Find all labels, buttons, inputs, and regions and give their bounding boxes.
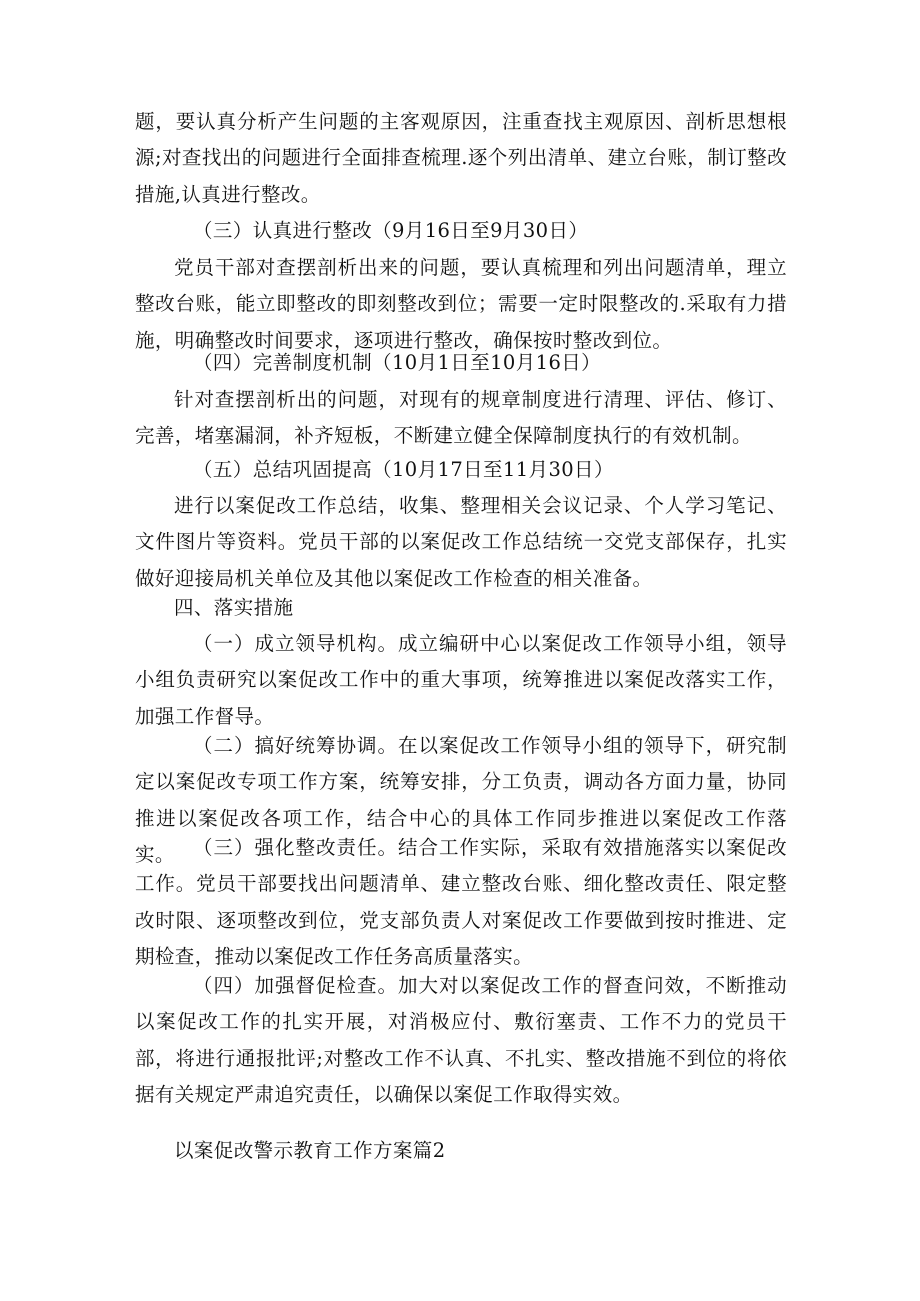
paragraph-improve-system: 针对查摆剖析出的问题，对现有的规章制度进行清理、评估、修订、完善，堵塞漏洞，补齐短板，不断建立健全保障制度执行的有效机制。 (135, 388, 787, 448)
heading-improve-system: （四）完善制度机制（10月1日至10月16日） (193, 351, 602, 374)
paragraph-measure-3: （三）强化整改责任。结合工作实际，采取有效措施落实以案促改工作。党员干部要找出问题清单、建立整改台账、细化整改责任、限定整改时限、逐项整改到位，党支部负责人对案促改工作要做到按时推进、定期检查，推动以案促改工作任务高质量落实。 (135, 836, 787, 969)
paragraph-measure-1: （一）成立领导机构。成立编研中心以案促改工作领导小组，领导小组负责研究以案促改工作中的重大事项，统筹推进以案促改落实工作，加强工作督导。 (135, 632, 787, 728)
paragraph-rectify: 党员干部对查摆剖析出来的问题，要认真梳理和列出问题清单，理立整改台账，能立即整改的即刻整改到位；需要一定时限整改的.采取有力措施，明确整改时间要求，逐项进行整改，确保按时整改到位。 (135, 256, 787, 352)
heading-rectify: （三）认真进行整改（9月16日至9月30日） (193, 219, 589, 242)
section-heading: 以案促改警示教育工作方案篇2 (174, 1139, 446, 1162)
heading-measures: 四、落实措施 (174, 596, 294, 619)
paragraph-measure-4: （四）加强督促检查。加大对以案促改工作的督查问效，不断推动以案促改工作的扎实开展，对消极应付、敷衍塞责、工作不力的党员干部，将进行通报批评;对整改工作不认真、不扎实、整改措施不到位的将依据有关规定严肃追究责任，以确保以案促工作取得实效。 (135, 974, 787, 1107)
paragraph-continuation: 题，要认真分析产生问题的主客观原因，注重查找主观原因、剖析思想根源;对查找出的问题进行全面排查梳理.逐个列出清单、建立台账，制订整改措施,认真进行整改。 (135, 110, 787, 206)
heading-consolidate: （五）总结巩固提高（10月17日至11月30日） (193, 458, 614, 481)
paragraph-measure-2: （二）搞好统筹协调。在以案促改工作领导小组的领导下，研究制定以案促改专项工作方案，统筹安排，分工负责，调动各方面力量，协同推进以案促改各项工作，结合中心的具体工作同步推进以案促改工作落实。 (135, 734, 787, 867)
paragraph-consolidate: 进行以案促改工作总结，收集、整理相关会议记录、个人学习笔记、文件图片等资料。党员干部的以案促改工作总结统一交党支部保存，扎实做好迎接局机关单位及其他以案促改工作检查的相关准备。 (135, 494, 787, 590)
